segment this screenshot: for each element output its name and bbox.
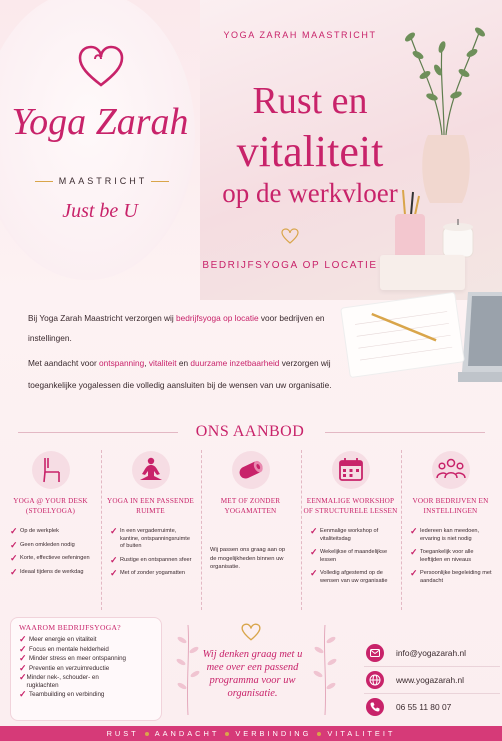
list-item: ✓ Meer energie en vitaliteit bbox=[19, 634, 97, 644]
list-item: ✓ Met of zonder yogamatten bbox=[110, 568, 185, 578]
email-icon bbox=[366, 644, 384, 662]
offer-column-mats bbox=[202, 440, 299, 615]
why-box bbox=[10, 617, 162, 721]
brand-tagline: Just be U bbox=[62, 200, 138, 222]
meditation-icon bbox=[131, 450, 171, 490]
list-item: ✓ In een vergaderruimte, kantine, ontspanningsruimte of buiten bbox=[110, 526, 190, 549]
contact-phone-row[interactable] bbox=[364, 698, 500, 720]
why-list bbox=[19, 636, 155, 701]
small-heart-icon bbox=[281, 228, 299, 244]
contact-website-row[interactable] bbox=[364, 671, 500, 694]
chair-icon bbox=[31, 450, 71, 490]
list-item: ✓ Persoonlijke begeleiding met aandacht bbox=[410, 568, 492, 584]
hero-title-line2: vitaliteit bbox=[236, 127, 384, 176]
contact-phone: 06 55 11 80 07 bbox=[396, 702, 452, 712]
list-item: ✓ Minder stress en meer ontspanning bbox=[19, 653, 126, 664]
brand-name: Yoga Zarah bbox=[11, 101, 189, 143]
list-item: ✓ Ideaal tijdens de werkdag bbox=[10, 566, 84, 577]
heading-rule-left bbox=[18, 432, 178, 433]
list-item: ✓ Rustige en ontspannen sfeer bbox=[110, 554, 192, 565]
list-item: ✓ Focus en mentale helderheid bbox=[19, 643, 109, 654]
list-item: ✓ Eenmalige workshop of vitaliteitsdag bbox=[310, 526, 379, 542]
small-heart-icon bbox=[241, 623, 261, 641]
footer-dot-icon bbox=[145, 732, 149, 736]
offer-heading: ONS AANBOD bbox=[195, 423, 305, 440]
header-tag: YOGA ZARAH MAASTRICHT bbox=[223, 30, 377, 40]
list-item: ✓ Korte, effectieve oefeningen bbox=[10, 553, 90, 563]
list-item: ✓ Iedereen kan meedoen, ervaring is niet nodig bbox=[410, 526, 480, 542]
offer-title: VOOR BEDRIJVEN EN INSTELLINGEN bbox=[412, 497, 489, 515]
hero-title-line1: Rust en bbox=[252, 80, 368, 122]
yoga-mat-icon bbox=[231, 450, 271, 490]
footer-dot-icon bbox=[225, 732, 229, 736]
heart-logo-icon bbox=[78, 45, 124, 87]
offer-list bbox=[10, 528, 95, 582]
why-title: WAAROM BEDRIJFSYOGA? bbox=[19, 623, 121, 632]
offer-title: MET OF ZONDER YOGAMATTEN bbox=[220, 497, 281, 515]
list-item: ✓ Geen omkleden nodig bbox=[10, 539, 75, 550]
offer-title: EENMALIGE WORKSHOP OF STRUCTURELE LESSEN bbox=[303, 497, 398, 515]
offer-column-workshop bbox=[302, 440, 399, 615]
list-item: ✓ Toegankelijk voor alle leeftijden en niveaus bbox=[410, 547, 474, 563]
offer-title: YOGA IN EEN PASSENDE RUIMTE bbox=[107, 497, 194, 515]
list-item: ✓ Wekelijkse of maandelijkse lessen bbox=[310, 547, 388, 563]
footer-bar bbox=[0, 726, 502, 741]
decor-box-image bbox=[380, 255, 465, 290]
contact-website: www.yogazarah.nl bbox=[396, 675, 464, 685]
cta-text: Wij denken graag met u mee over een passend programma voor uw organisatie. bbox=[202, 649, 303, 699]
footer-dot-icon bbox=[317, 732, 321, 736]
group-icon bbox=[431, 450, 471, 490]
globe-icon bbox=[366, 671, 384, 689]
phone-icon bbox=[366, 698, 384, 716]
footer-word: VITALITEIT bbox=[327, 729, 396, 738]
list-item: ✓ Op de werkplek bbox=[10, 526, 59, 536]
footer-word: AANDACHT bbox=[154, 729, 220, 738]
heading-rule-right bbox=[325, 432, 485, 433]
offer-column-desk bbox=[2, 440, 99, 615]
contact-email: info@yogazarah.nl bbox=[396, 648, 466, 658]
brand-city: MAASTRICHT bbox=[32, 176, 172, 186]
footer-word: RUST bbox=[106, 729, 139, 738]
intro-paragraph-2: Met aandacht voor ontspanning, vitaliteit en duurzame inzetbaarheid verzorgen wij toegankelijke yogalessen die volledig aansluiten bij de wensen van uw organisatie. bbox=[28, 358, 332, 390]
hero-title-line3: op de werkvloer bbox=[222, 178, 398, 208]
list-item: ✓ Minder nek-, schouder- en rugklachten bbox=[19, 672, 99, 689]
list-item: ✓ Preventie en verzuimreductie bbox=[19, 662, 110, 673]
list-item: ✓ Volledig afgestemd op de wensen van uw organisatie bbox=[310, 568, 388, 584]
offer-list bbox=[410, 528, 495, 591]
footer-word: VERBINDING bbox=[235, 729, 312, 738]
floral-decoration-icon bbox=[305, 620, 345, 715]
list-item: ✓ Teambuilding en verbinding bbox=[19, 689, 105, 700]
calendar-icon bbox=[331, 450, 371, 490]
contact-email-row[interactable] bbox=[364, 644, 500, 667]
intro-paragraph-1: Bij Yoga Zarah Maastricht verzorgen wij bedrijfsyoga op locatie voor bedrijven en instellingen. bbox=[28, 313, 325, 343]
offer-list bbox=[110, 528, 195, 584]
candle-image bbox=[440, 215, 476, 260]
offer-text: Wij passen ons graag aan op de mogelijkheden binnen uw organisatie. bbox=[210, 547, 286, 570]
hero-subtitle: BEDRIJFSYOGA OP LOCATIE bbox=[202, 260, 378, 271]
offer-column-room bbox=[102, 440, 199, 615]
offer-column-organisations bbox=[402, 440, 499, 615]
offer-list bbox=[310, 528, 395, 591]
offer-title: YOGA @ YOUR DESK (STOELYOGA) bbox=[13, 497, 88, 515]
